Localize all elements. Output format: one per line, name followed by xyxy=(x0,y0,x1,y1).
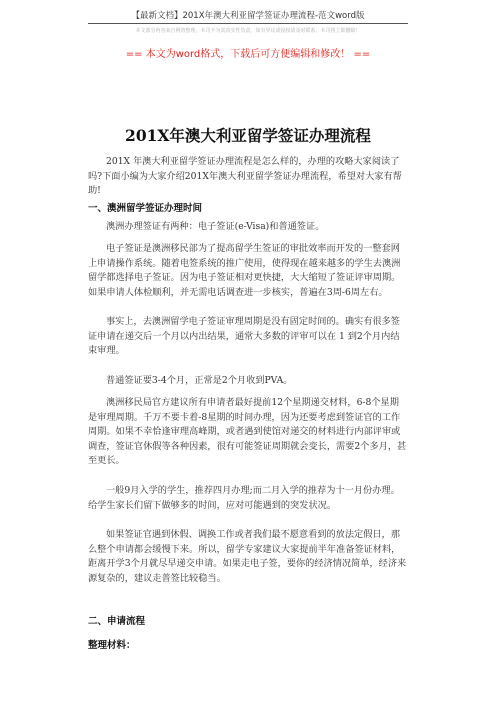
paragraph: 事实上，去澳洲留学电子签证审理周期是没有固定时间的。确实有很多签证申请在递交后一个月以内出结果，通常大多数的评审可以在 1 到2个月内结束审理。 xyxy=(88,316,400,356)
section-heading-1: 一、澳洲留学签证办理时间 xyxy=(88,203,203,214)
paragraph: 一般9月入学的学生，推荐四月办理;而二月入学的推荐为十一月份办理。给学生家长们留下做够多的时间，应对可能遇到的突发状况。 xyxy=(88,485,400,511)
header-title: 【最新文档】201X年澳大利亚留学签证办理流程-范文word版 xyxy=(131,11,365,21)
paragraph: 如果签证官遇到休假、调换工作或者我们最不愿意看到的放法定假日，那么整个申请都会缓慢下来。所以，留学专家建议大家提前半年准备签证材料，距离开学3个月就尽早递交申请。如果走电子签，要你的经济情况简单，经济来源复杂的，建议走普签比较稳当。 xyxy=(88,529,407,584)
header-disclaimer: 本文部分内容来自网络整理，本司不为其真实性负责，如有异议或侵权请及时联系，本司将立即删除！ xyxy=(135,28,361,34)
paragraph: 电子签证是澳洲移民部为了提高留学生签证的审批效率而开发的一整套网上申请操作系统。随着电签系统的推广使用，使得现在越来越多的学生去澳洲留学都选择电子签证。因为电子签证相对更快捷，大大缩短了签证评审周期。如果申请人体检顺利，并无需电话调查进一步核实，普遍在3周-6周左右。 xyxy=(88,243,401,298)
section-heading-2: 二、申请流程 xyxy=(88,616,146,627)
subheading: 整理材料： xyxy=(88,640,136,651)
paragraph: 澳洲移民局官方建议所有申请者最好提前12个星期递交材料，6-8个星期是审理周期。千万不要卡着-8星期的时间办理，因为还要考虑到签证官的工作周期。如果不幸恰逢审理高峰期，或者遇到使馆对递交的材料进行内部评审或调查，签证官休假等各种因素，很有可能签证周期就会变长，需要2个多月，甚至更长。 xyxy=(88,397,407,466)
intro-paragraph: 201X 年澳大利亚留学签证办理流程是怎么样的，办理的攻略大家阅读了吗?下面小编为大家介绍201X年澳大利亚留学签证办理流程，希望对大家有帮助! xyxy=(88,156,402,196)
paragraph: 普通签证要3-4个月，正常是2个月收到PVA。 xyxy=(106,375,293,386)
document-title: 201X年澳大利亚留学签证办理流程 xyxy=(125,126,371,145)
paragraph: 澳洲办理签证有两种：电子签证(e-Visa)和普通签证。 xyxy=(106,221,325,232)
header-divider xyxy=(88,23,408,24)
format-notice: == 本文为word格式，下载后可方便编辑和修改！ == xyxy=(125,49,371,60)
